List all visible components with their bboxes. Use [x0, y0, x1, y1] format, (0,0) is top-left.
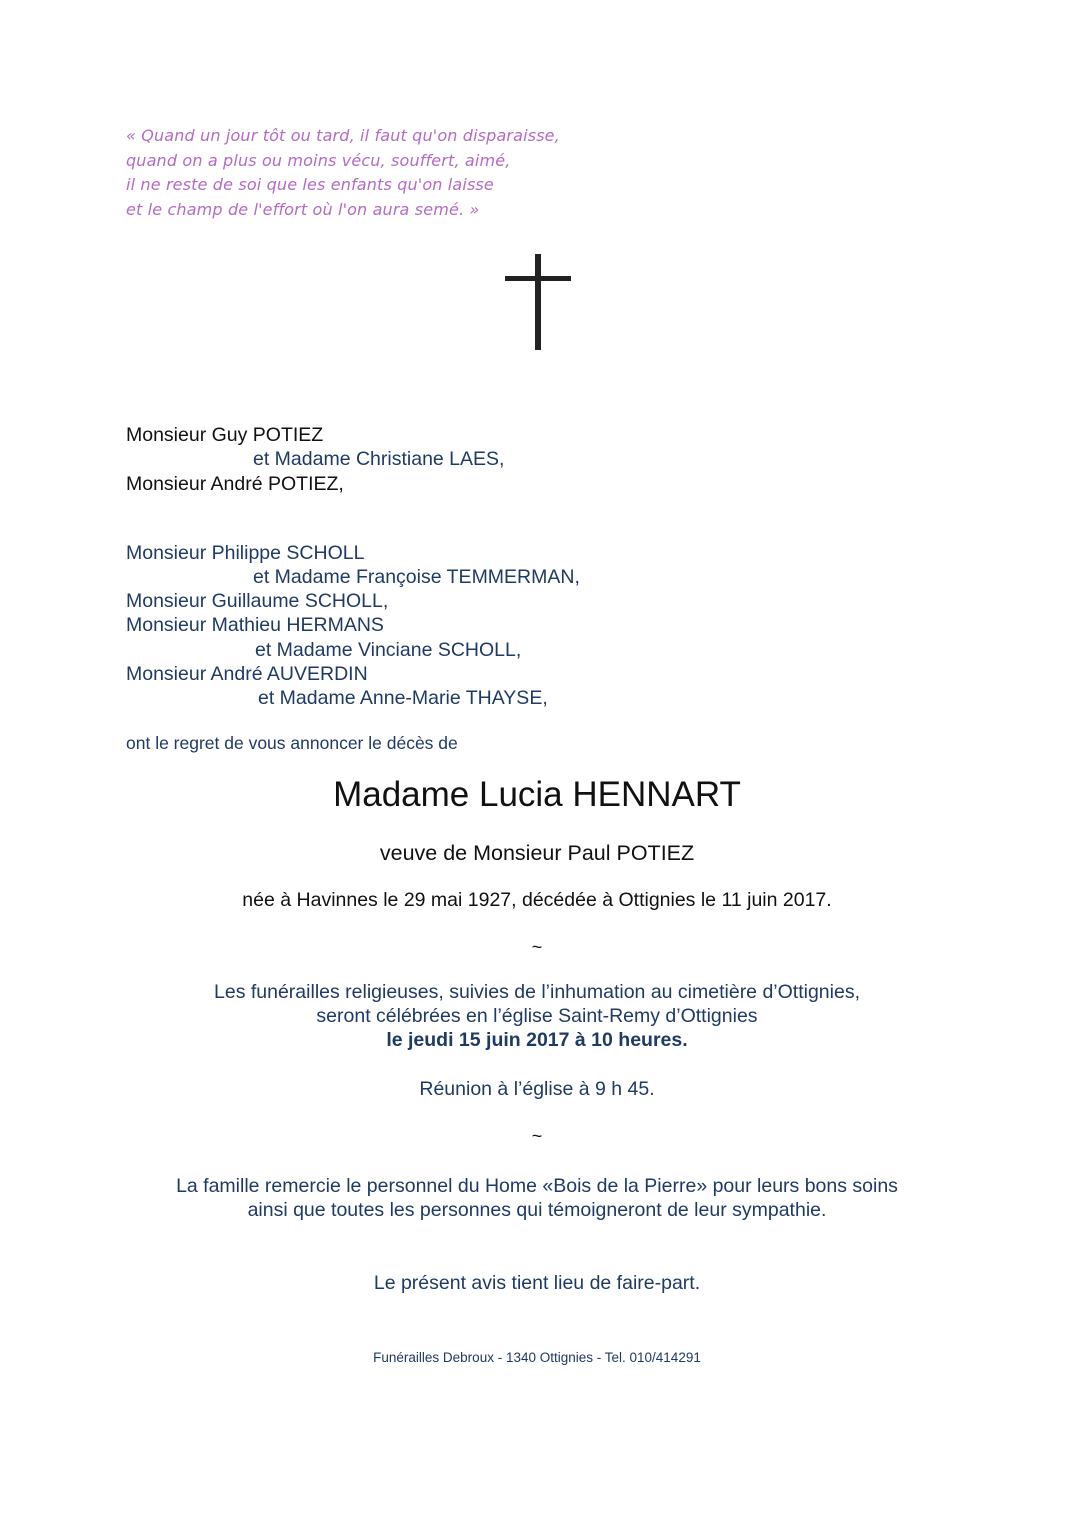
meeting-time: Réunion à l’église à 9 h 45.: [419, 1078, 655, 1100]
funeral-line: seront célébrées en l’église Saint-Remy d’Ottignies: [316, 1005, 758, 1027]
thanks-line: La famille remercie le personnel du Home «Bois de la Pierre» pour leurs bons soins: [176, 1175, 898, 1197]
birth-death-dates: née à Havinnes le 29 mai 1927, décédée à Ottignies le 11 juin 2017.: [242, 889, 832, 911]
separator: ~: [531, 1126, 543, 1146]
widow-of: veuve de Monsieur Paul POTIEZ: [379, 841, 695, 865]
footer-contact: Funérailles Debroux - 1340 Ottignies - Tel. 010/414291: [373, 1350, 701, 1365]
thanks-line: ainsi que toutes les personnes qui témoigneront de leur sympathie.: [247, 1199, 827, 1221]
separator: ~: [531, 937, 543, 957]
family-member: et Madame Vinciane SCHOLL,: [255, 639, 522, 661]
deceased-name: Madame Lucia HENNART: [333, 775, 741, 814]
funeral-line: Les funérailles religieuses, suivies de l’inhumation au cimetière d’Ottignies,: [214, 981, 860, 1003]
cross-icon: [505, 254, 571, 350]
family-member: et Madame Françoise TEMMERMAN,: [253, 566, 580, 588]
funeral-date: le jeudi 15 juin 2017 à 10 heures.: [386, 1029, 688, 1051]
family-member: Monsieur Philippe SCHOLL: [126, 542, 365, 564]
notice-text: Le présent avis tient lieu de faire-part.: [373, 1272, 701, 1294]
family-member: Monsieur Guy POTIEZ: [126, 424, 324, 446]
poem-quote: [126, 124, 560, 222]
family-member: Monsieur André AUVERDIN: [126, 663, 368, 685]
family-member: Monsieur Mathieu HERMANS: [126, 614, 384, 636]
family-member: et Madame Anne-Marie THAYSE,: [258, 687, 548, 709]
family-member: Monsieur Guillaume SCHOLL,: [126, 590, 389, 612]
poem-line: quand on a plus ou moins vécu, souffert, aimé,: [126, 150, 511, 170]
family-member: et Madame Christiane LAES,: [253, 448, 505, 470]
announcement-text: ont le regret de vous annoncer le décès de: [126, 733, 458, 753]
family-member: Monsieur André POTIEZ,: [126, 473, 344, 495]
poem-line: il ne reste de soi que les enfants qu'on laisse: [126, 175, 494, 194]
poem-line: et le champ de l'effort où l'on aura semé. »: [126, 199, 480, 219]
poem-line: « Quand un jour tôt ou tard, il faut qu'on disparaisse,: [126, 126, 560, 145]
